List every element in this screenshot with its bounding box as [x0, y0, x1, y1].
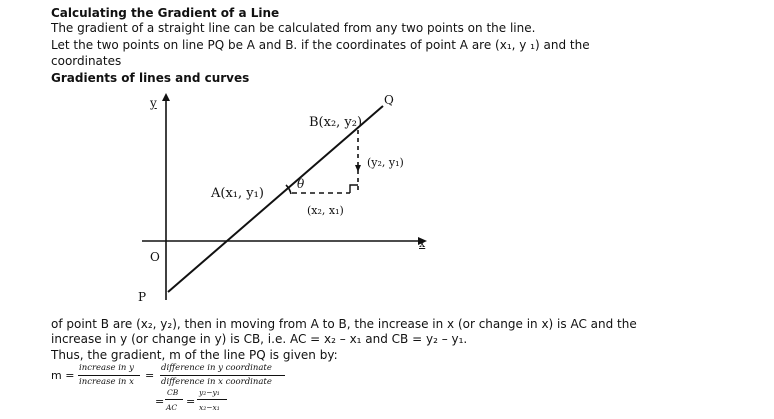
label-x2-x1: (x₂, x₁) [307, 204, 344, 217]
fraction-bar-2 [160, 375, 285, 376]
paragraph-3-line-3: Thus, the gradient, m of the line PQ is given by: [51, 348, 338, 362]
increase-in-y: increase in y [79, 363, 134, 373]
label-theta: θ [297, 177, 305, 191]
increase-in-x: increase in x [79, 377, 134, 387]
subheading: Gradients of lines and curves [51, 71, 250, 85]
label-q: Q [384, 93, 394, 107]
paragraph-3-line-1: of point B are (x₂, y₂), then in moving from A to B, the increase in x (or change in x) is AC and the [51, 317, 637, 331]
equals-sign-2: = [155, 395, 165, 408]
equals-sign-3: = [186, 395, 196, 408]
label-y2-y1: (y₂, y₁) [367, 156, 404, 169]
fraction-bar-1 [78, 375, 140, 376]
line-pq [168, 106, 383, 292]
y-axis-arrow [162, 93, 170, 101]
label-x: x [419, 237, 426, 250]
difference-in-y-coordinate: difference in y coordinate [161, 363, 272, 373]
label-p: P [138, 290, 147, 304]
paragraph-1: The gradient of a straight line can be calculated from any two points on the line. [51, 21, 536, 35]
cb-arrow [355, 165, 361, 172]
formula-m-equals: m = [51, 369, 75, 382]
paragraph-2-line-1: Let the two points on line PQ be A and B. if the coordinates of point A are (x₁, y ₁) and the [51, 38, 590, 52]
heading: Calculating the Gradient of a Line [51, 6, 280, 20]
fraction-bar-4 [197, 399, 227, 400]
paragraph-3-line-2: increase in y (or change in y) is CB, i.e. AC = x₂ – x₁ and CB = y₂ – y₁. [51, 332, 468, 346]
label-a: A(x₁, y₁) [211, 186, 264, 201]
y2-minus-y1: y₂−y₁ [199, 388, 220, 397]
x2-minus-x1: x₂−x₁ [199, 403, 220, 412]
ac-denominator: AC [166, 403, 178, 412]
equals-sign-1: = [145, 369, 155, 382]
difference-in-x-coordinate: difference in x coordinate [161, 377, 272, 387]
label-o: O [150, 250, 160, 264]
label-y: y [150, 96, 157, 110]
paragraph-2-line-2: coordinates [51, 54, 122, 68]
fraction-bar-3 [165, 399, 183, 400]
label-b: B(x₂, y₂) [309, 115, 363, 130]
right-angle-marker [350, 185, 358, 193]
cb-numerator: CB [167, 388, 179, 397]
